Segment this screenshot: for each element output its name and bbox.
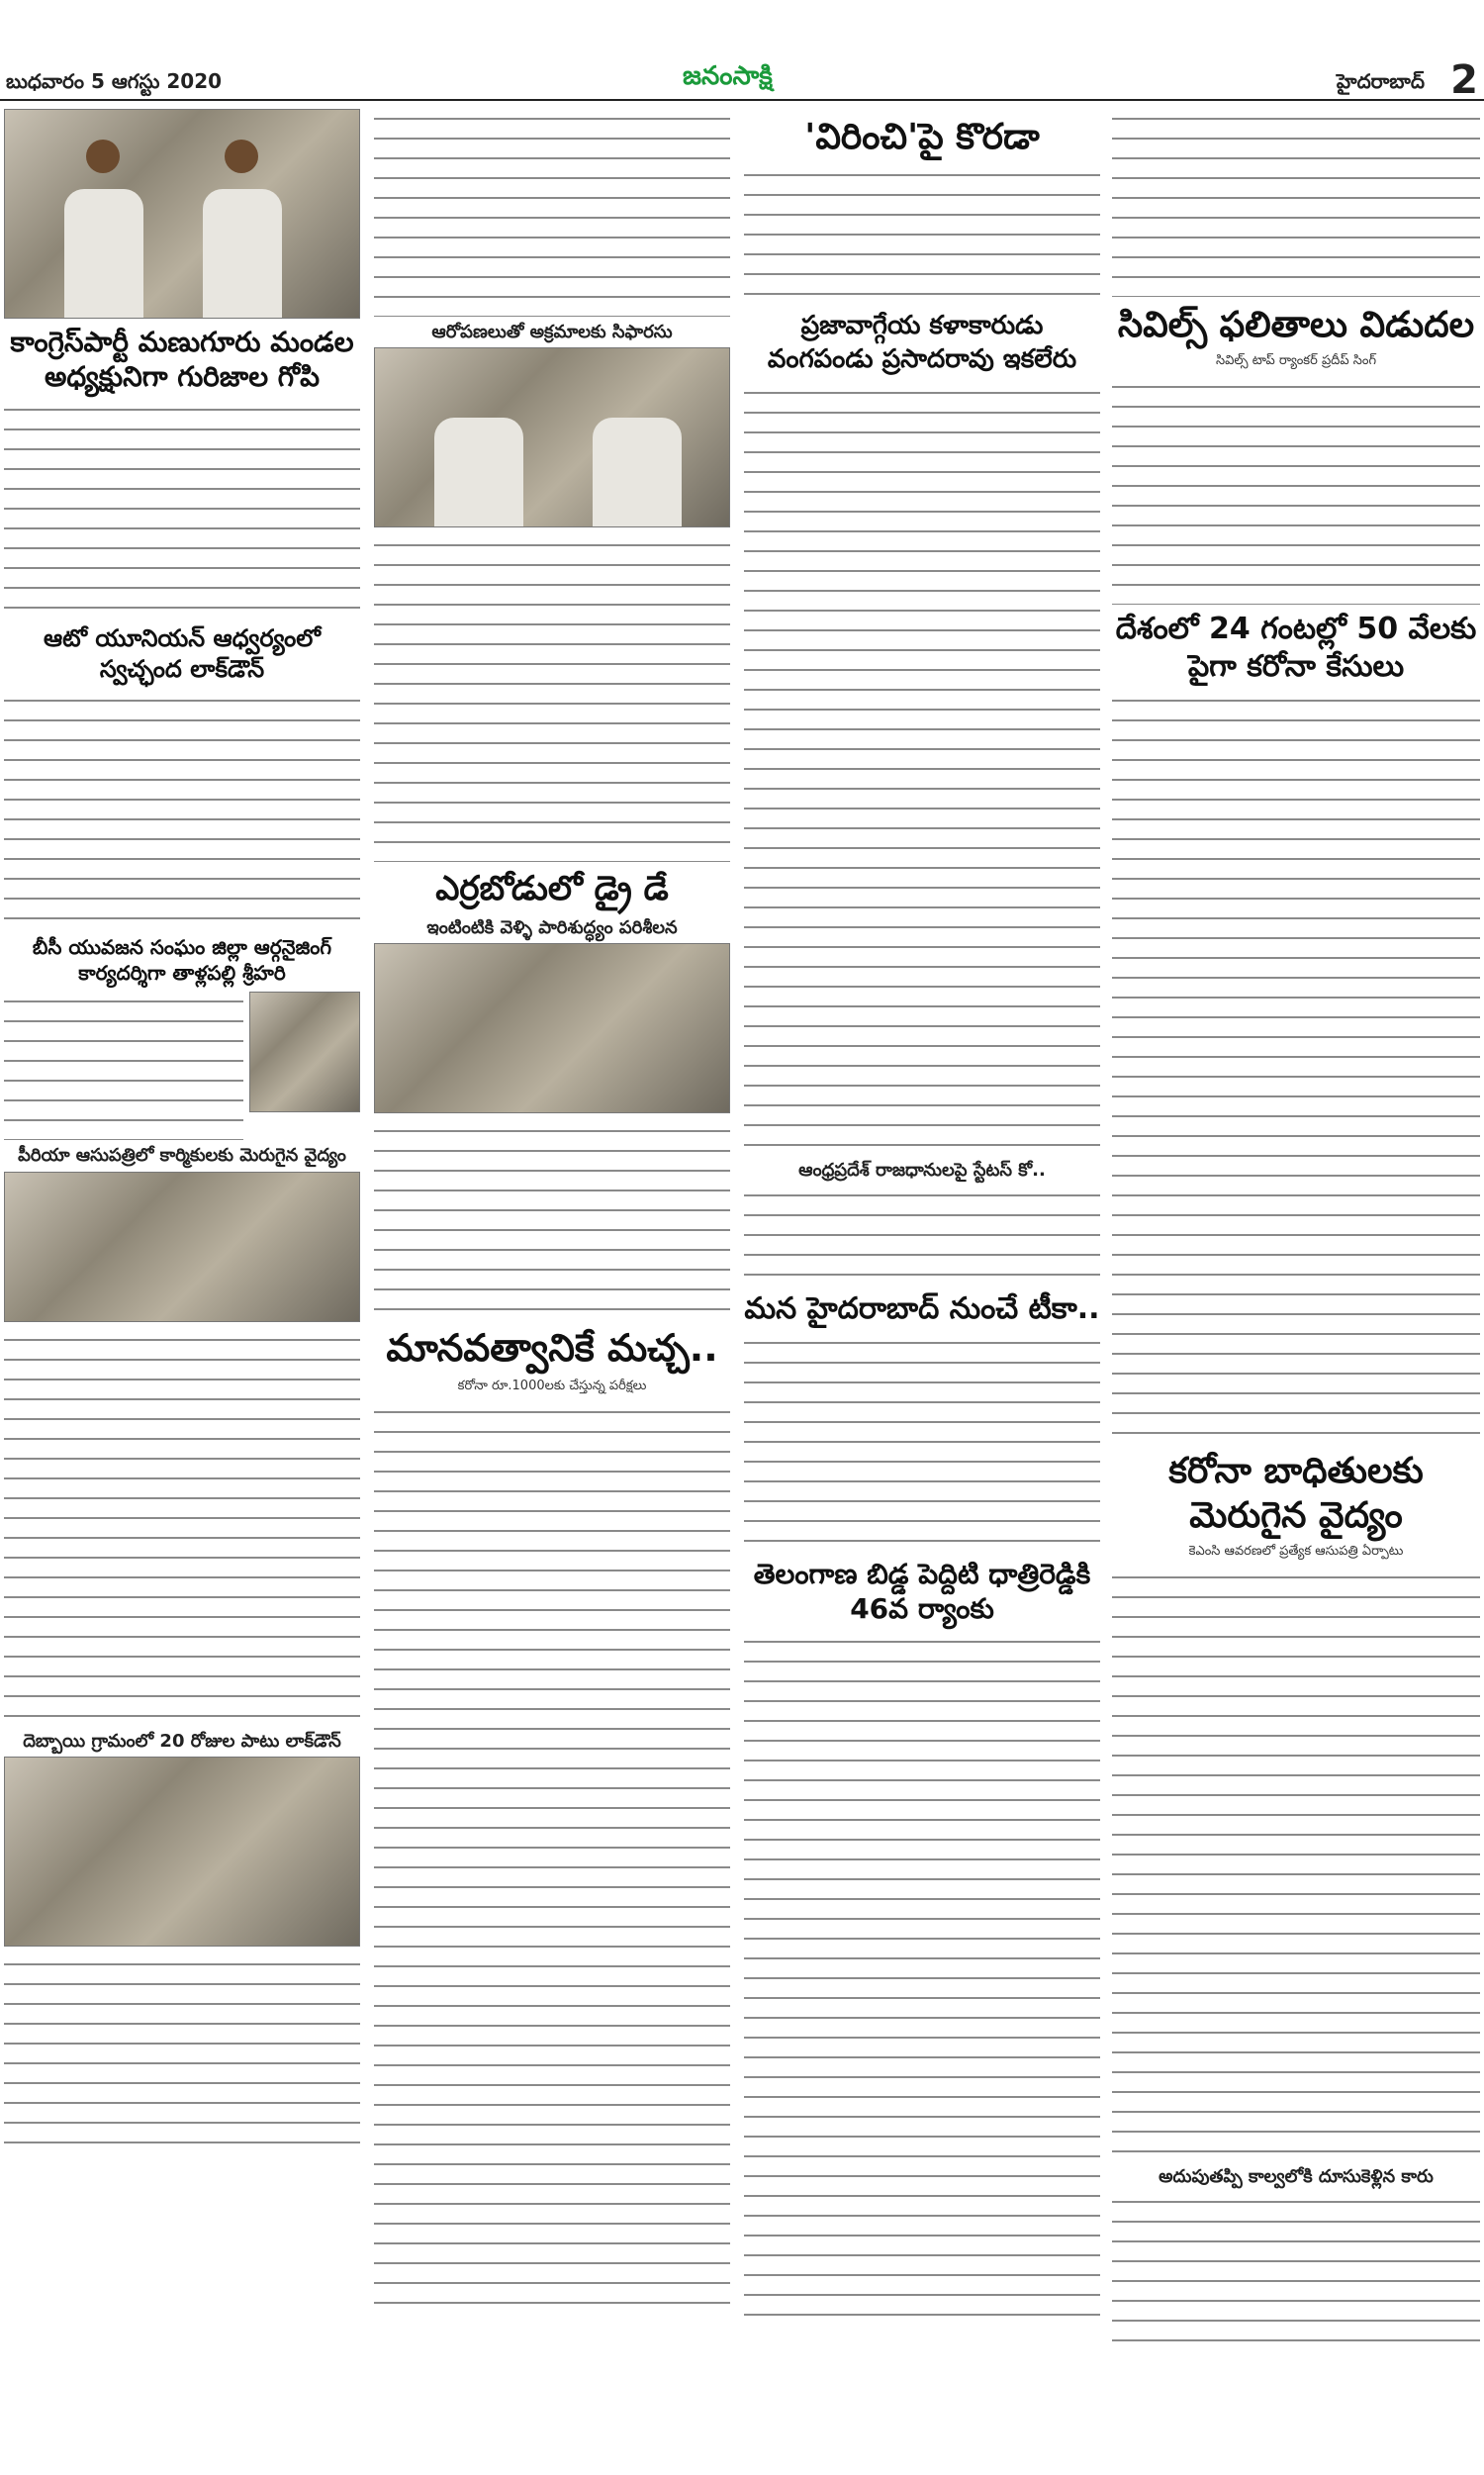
news-photo [4,109,360,319]
page-number: 2 [1450,57,1478,103]
edition-city: హైదరాబాద్ [1336,69,1425,93]
article-body [744,1333,1100,1551]
headline: మానవత్వానికే మచ్చ.. [386,1326,718,1371]
news-photo [374,943,730,1113]
headline: పీరియా ఆసుపత్రిలో కార్మికులకు మెరుగైన వైద్యం [18,1145,346,1167]
headline: ఎర్రబోడులో డ్రై డే [435,869,669,909]
article-body [1112,109,1480,297]
article-body [374,1402,730,2313]
column-4 [1112,109,1480,2475]
article-body [4,691,360,928]
news-photo [4,1757,360,1947]
column-2 [374,109,730,2475]
headline: 'విరించి'పై కొరడా [804,117,1040,157]
article-body [1112,377,1480,605]
headline: అదుపుతప్పి కాల్వలోకి దూసుకెళ్లిన కారు [1159,2166,1434,2187]
headline: ఆంధ్రప్రదేశ్ రాజధానులపై స్టేటస్ కో.. [798,1159,1046,1181]
issue-date: బుధవారం 5 ఆగస్టు 2020 [6,69,223,93]
portrait-photo [249,992,360,1112]
headline: ప్రజావాగ్గేయ కళాకారుడు వంగపండు ప్రసాదరావు ఇకలేరు [767,311,1077,374]
headline: దేశంలో 24 గంటల్లో 50 వేలకు పైగా కరోనా కేసులు [1115,612,1477,684]
headline: సివిల్స్ ఫలితాలు విడుదల [1117,305,1475,345]
article-body [374,1121,730,1319]
article-body [4,1954,360,2152]
newspaper-logo: జనంసాక్షి [683,61,773,91]
article-body [4,1330,360,1726]
subheadline: కరోనా రూ.1000లకు చేస్తున్న పరీక్షలు [457,1378,647,1393]
article-body [374,109,730,317]
column-3 [744,109,1100,2475]
headline: దెబ్బాయి గ్రామంలో 20 రోజుల పాటు లాక్‌డౌన్ [23,1730,341,1752]
article-body [1112,691,1480,1443]
news-photo [4,1172,360,1322]
subheadline: సివిల్స్ టాప్ ర్యాంకర్ ప్రదీప్ సింగ్ [1215,353,1377,368]
headline: ఆటో యూనియన్ ఆధ్వర్యంలో స్వచ్ఛంద లాక్‌డౌన్ [44,624,321,684]
article-body [744,1186,1100,1285]
subheadline: ఇంటింటికి వెళ్ళి పారిశుద్ధ్యం పరిశీలన [426,916,678,938]
subheadline: కెఎంసి ఆవరణలో ప్రత్యేక ఆసుపత్రి ఏర్పాటు [1188,1544,1404,1559]
headline: తెలంగాణ బిడ్డ పెద్దిటి ధాత్రిరెడ్డికి 46వ ర్యాంకు [753,1558,1091,1626]
news-photo [374,347,730,527]
article-body [4,992,243,1140]
article-body [4,400,360,618]
article-body [744,383,1100,1155]
article-body [1112,1568,1480,2161]
headline: బీసీ యువజన సంఘం జిల్లా ఆర్గనైజింగ్ కార్యదర్శిగా తాళ్లపల్లి శ్రీహరి [32,935,332,986]
headline: మన హైదరాబాద్ నుంచే టీకా.. [744,1290,1100,1326]
masthead [0,0,1484,103]
masthead-divider [0,99,1484,101]
article-body [744,165,1100,304]
headline: ఆరోపణలుతో అక్రమాలకు సిఫారసు [431,322,673,342]
headline: కరోనా బాధితులకు మెరుగైన వైద్యం [1168,1451,1424,1536]
article-body [374,535,730,862]
article-body [744,1632,1100,2325]
column-1 [4,109,360,2475]
headline: కాంగ్రెస్‌పార్టీ మణుగూరు మండల అధ్యక్షునిగా గురిజాల గోపి [10,326,354,393]
article-body [1112,2192,1480,2350]
